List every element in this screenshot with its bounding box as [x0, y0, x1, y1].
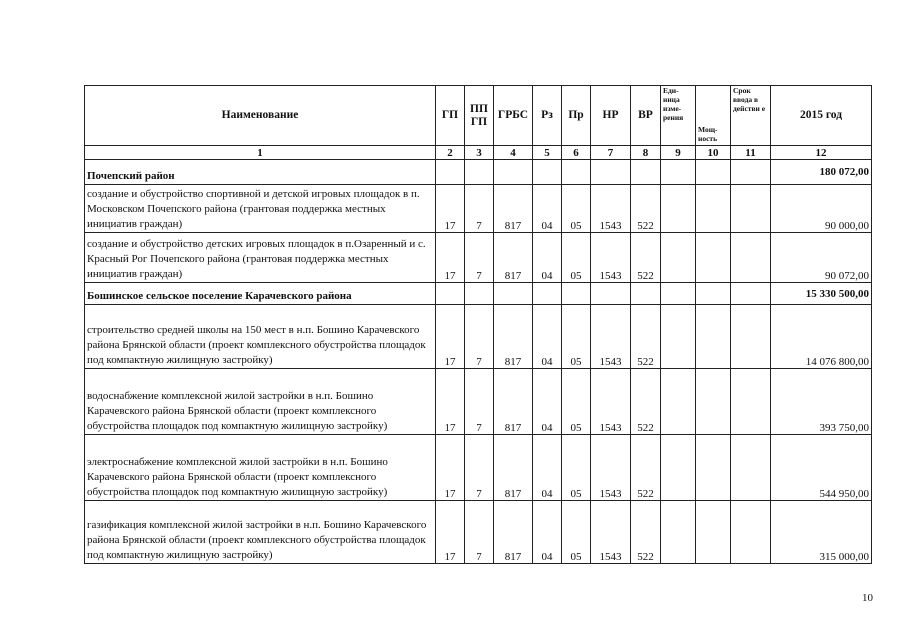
amount-cell: 393 750,00: [771, 369, 872, 435]
pr-cell: 05: [562, 305, 591, 369]
unit-cell: [661, 185, 696, 233]
header-gp: ГП: [436, 86, 465, 146]
empty-cell: [731, 160, 771, 185]
header-name: Наименование: [85, 86, 436, 146]
item-name: строительство средней школы на 150 мест в н.п. Бошино Карачевского района Брянской области (проект комплексного обустройства площадок под компактную жилищную застройку): [85, 305, 436, 369]
table-row: [85, 233, 872, 283]
grbs-cell: 817: [494, 305, 533, 369]
amount-cell: 14 076 800,00: [771, 305, 872, 369]
empty-cell: [436, 283, 465, 305]
term-cell: [731, 305, 771, 369]
item-name: газификация комплексной жилой застройки в н.п. Бошино Карачевского района Брянской области (проект комплексного обустройства площадок под компактную жилищную застройку): [85, 501, 436, 564]
item-name: создание и обустройство спортивной и детской игровых площадок в п. Московском Почепского района (грантовая поддержка местных инициатив граждан): [85, 185, 436, 233]
rz-cell: 04: [533, 369, 562, 435]
column-number: 10: [696, 146, 731, 160]
vr-cell: 522: [631, 501, 661, 564]
column-number-row: [85, 146, 872, 160]
pr-cell: 05: [562, 233, 591, 283]
header-pr: Пр: [562, 86, 591, 146]
rz-cell: 04: [533, 501, 562, 564]
ppgp-cell: 7: [465, 435, 494, 501]
nr-cell: 1543: [591, 305, 631, 369]
term-cell: [731, 369, 771, 435]
table-row: [85, 501, 872, 564]
empty-cell: [696, 160, 731, 185]
section-name: Бошинское сельское поселение Карачевского района: [85, 283, 436, 305]
item-name: электроснабжение комплексной жилой застройки в н.п. Бошино Карачевского района Брянской области (проект комплексного обустройства площадок под компактную жилищную застройку): [85, 435, 436, 501]
amount-cell: 315 000,00: [771, 501, 872, 564]
unit-cell: [661, 369, 696, 435]
amount-cell: 180 072,00: [771, 160, 872, 185]
section-row: [85, 160, 872, 185]
table-body: [85, 146, 872, 564]
unit-cell: [661, 435, 696, 501]
header-ppgp: [465, 86, 494, 146]
empty-cell: [465, 160, 494, 185]
capacity-cell: [696, 305, 731, 369]
nr-cell: 1543: [591, 369, 631, 435]
ppgp-cell: 7: [465, 305, 494, 369]
empty-cell: [591, 160, 631, 185]
pr-cell: 05: [562, 435, 591, 501]
table-row: [85, 369, 872, 435]
empty-cell: [631, 283, 661, 305]
header-term: Срок ввода в действи е: [731, 86, 771, 146]
unit-cell: [661, 501, 696, 564]
column-number: 12: [771, 146, 872, 160]
vr-cell: 522: [631, 233, 661, 283]
table-row: [85, 435, 872, 501]
ppgp-cell: 7: [465, 185, 494, 233]
grbs-cell: 817: [494, 233, 533, 283]
amount-cell: 15 330 500,00: [771, 283, 872, 305]
empty-cell: [631, 160, 661, 185]
pr-cell: 05: [562, 185, 591, 233]
term-cell: [731, 435, 771, 501]
rz-cell: 04: [533, 305, 562, 369]
capacity-cell: [696, 185, 731, 233]
rz-cell: 04: [533, 233, 562, 283]
header-vr: ВР: [631, 86, 661, 146]
nr-cell: 1543: [591, 185, 631, 233]
nr-cell: 1543: [591, 501, 631, 564]
amount-cell: 90 000,00: [771, 185, 872, 233]
vr-cell: 522: [631, 305, 661, 369]
capacity-cell: [696, 233, 731, 283]
column-number: 11: [731, 146, 771, 160]
header-capacity: Мощ- ность: [696, 86, 731, 146]
unit-cell: [661, 233, 696, 283]
section-name: Почепский район: [85, 160, 436, 185]
empty-cell: [591, 283, 631, 305]
rz-cell: 04: [533, 435, 562, 501]
nr-cell: 1543: [591, 233, 631, 283]
empty-cell: [731, 283, 771, 305]
item-name: водоснабжение комплексной жилой застройки в н.п. Бошино Карачевского района Брянской области (проект комплексного обустройства площадок под компактную жилищную застройку): [85, 369, 436, 435]
table-row: [85, 305, 872, 369]
empty-cell: [562, 160, 591, 185]
term-cell: [731, 501, 771, 564]
page-number: 10: [862, 592, 873, 604]
gp-cell: 17: [436, 185, 465, 233]
empty-cell: [562, 283, 591, 305]
amount-cell: 90 072,00: [771, 233, 872, 283]
vr-cell: 522: [631, 185, 661, 233]
header-rz: Рз: [533, 86, 562, 146]
ppgp-cell: 7: [465, 501, 494, 564]
grbs-cell: 817: [494, 501, 533, 564]
gp-cell: 17: [436, 501, 465, 564]
header-ppgp-line1: ПП: [470, 102, 488, 115]
empty-cell: [494, 160, 533, 185]
column-number: 6: [562, 146, 591, 160]
column-number: 5: [533, 146, 562, 160]
section-row: [85, 283, 872, 305]
term-cell: [731, 185, 771, 233]
header-row: [85, 86, 872, 146]
grbs-cell: 817: [494, 185, 533, 233]
gp-cell: 17: [436, 369, 465, 435]
header-ppgp-line2: ГП: [470, 115, 488, 128]
vr-cell: 522: [631, 435, 661, 501]
header-year: 2015 год: [771, 86, 872, 146]
column-number: 2: [436, 146, 465, 160]
pr-cell: 05: [562, 501, 591, 564]
header-grbs: ГРБС: [494, 86, 533, 146]
header-unit: Еди- ница изме- рения: [661, 86, 696, 146]
empty-cell: [533, 160, 562, 185]
column-number: 8: [631, 146, 661, 160]
empty-cell: [661, 283, 696, 305]
column-number: 7: [591, 146, 631, 160]
grbs-cell: 817: [494, 435, 533, 501]
term-cell: [731, 233, 771, 283]
gp-cell: 17: [436, 435, 465, 501]
unit-cell: [661, 305, 696, 369]
amount-cell: 544 950,00: [771, 435, 872, 501]
column-number: 4: [494, 146, 533, 160]
column-number: 3: [465, 146, 494, 160]
pr-cell: 05: [562, 369, 591, 435]
grbs-cell: 817: [494, 369, 533, 435]
header-nr: НР: [591, 86, 631, 146]
column-number: 9: [661, 146, 696, 160]
vr-cell: 522: [631, 369, 661, 435]
budget-table: [84, 85, 872, 564]
nr-cell: 1543: [591, 435, 631, 501]
empty-cell: [661, 160, 696, 185]
empty-cell: [696, 283, 731, 305]
capacity-cell: [696, 369, 731, 435]
capacity-cell: [696, 501, 731, 564]
empty-cell: [465, 283, 494, 305]
empty-cell: [436, 160, 465, 185]
gp-cell: 17: [436, 305, 465, 369]
empty-cell: [494, 283, 533, 305]
ppgp-cell: 7: [465, 233, 494, 283]
rz-cell: 04: [533, 185, 562, 233]
table-row: [85, 185, 872, 233]
ppgp-cell: 7: [465, 369, 494, 435]
gp-cell: 17: [436, 233, 465, 283]
column-number: 1: [85, 146, 436, 160]
empty-cell: [533, 283, 562, 305]
capacity-cell: [696, 435, 731, 501]
item-name: создание и обустройство детских игровых площадок в п.Озаренный и с. Красный Рог Почепского района (грантовая поддержка местных инициатив граждан): [85, 233, 436, 283]
